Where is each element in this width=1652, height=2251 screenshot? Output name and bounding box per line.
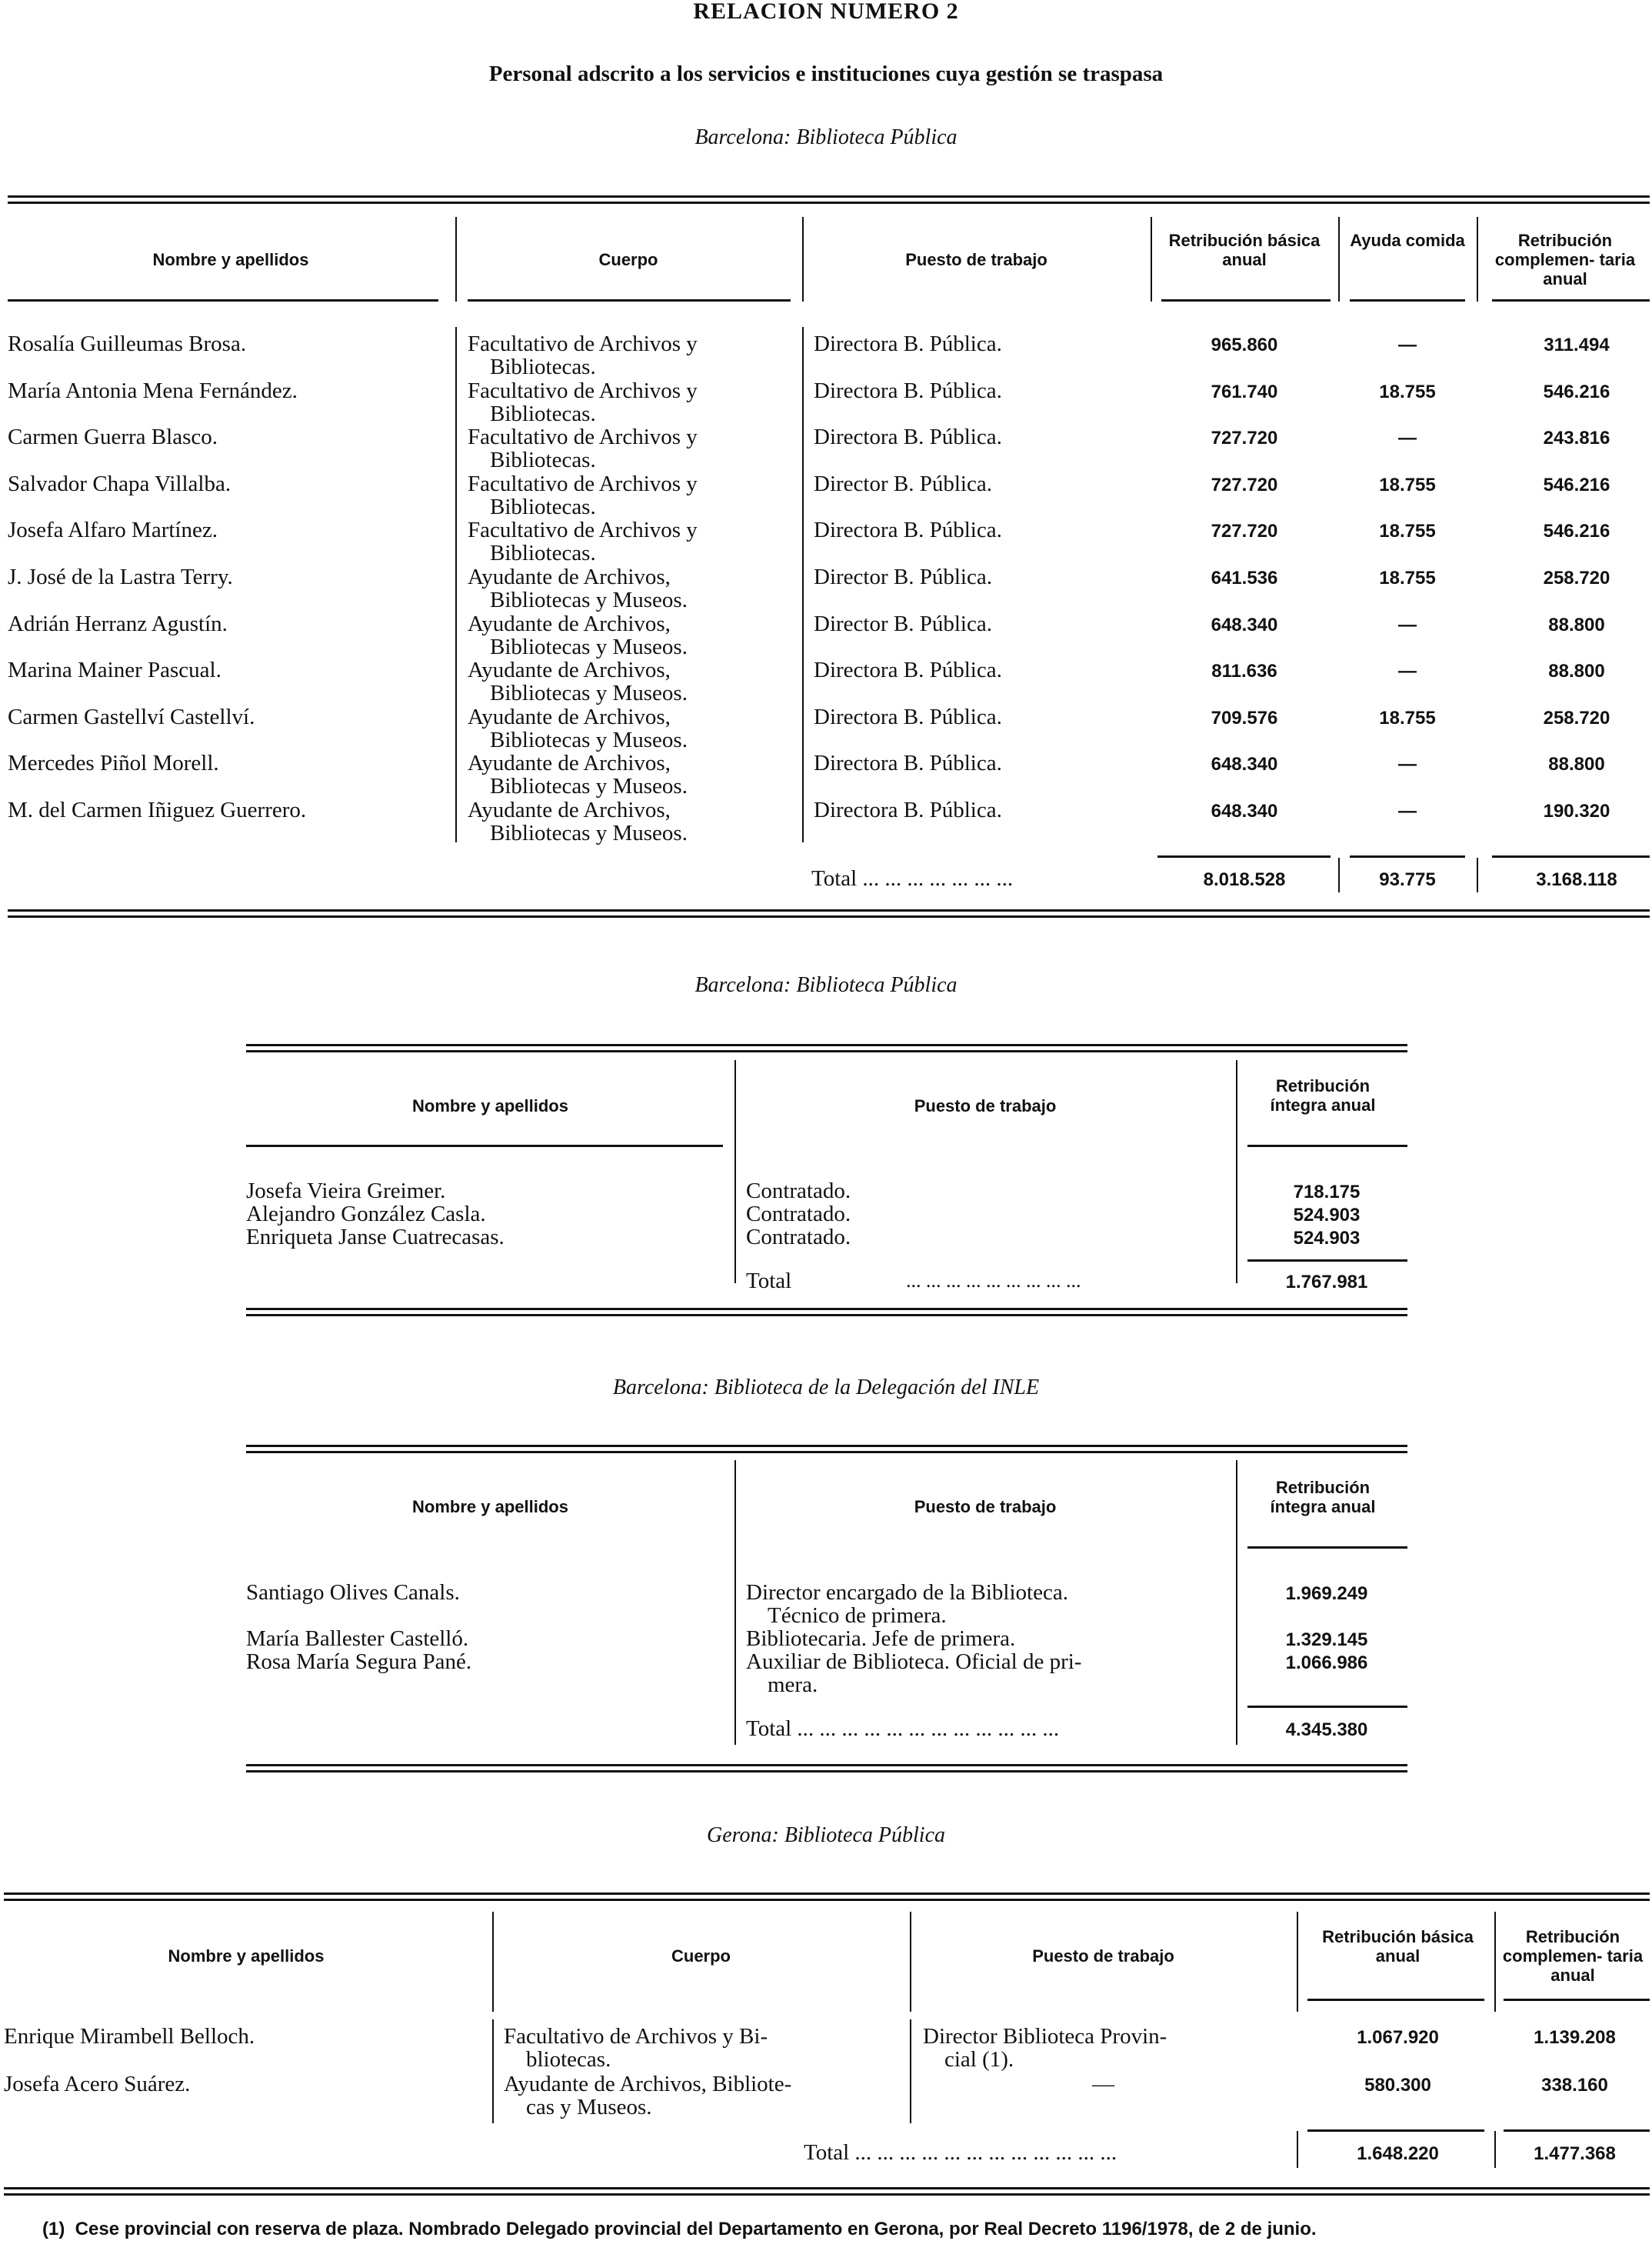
t1-row-comp: 88.800: [1548, 614, 1605, 635]
t1-row-basica: 761.740: [1211, 381, 1278, 402]
t1-row-comp: 243.816: [1543, 428, 1610, 449]
t1-row-puesto: Directora B. Pública.: [814, 704, 1002, 729]
t2-header-nombre: Nombre y apellidos: [412, 1096, 568, 1115]
t2-row-name: Josefa Vieira Greimer.: [246, 1179, 446, 1203]
t1-header-nombre: Nombre y apellidos: [152, 250, 309, 269]
t1-row-basica: 811.636: [1211, 661, 1277, 682]
t1-row-ayuda: —: [1398, 801, 1417, 822]
t1-row-basica: 727.720: [1211, 428, 1278, 449]
t1-row-cuerpo-cont: Bibliotecas.: [490, 448, 596, 473]
relacion-title: RELACION NUMERO 2: [693, 0, 959, 24]
t2-row-puesto: Contratado.: [746, 1179, 851, 1203]
t2-total-label: Total: [746, 1269, 792, 1293]
t4-total-basica: 1.648.220: [1357, 2143, 1439, 2164]
t2-row-ret: 524.903: [1293, 1228, 1361, 1249]
t4-header-basica: Retribución básica anual: [1322, 1927, 1474, 1966]
t3-row-puesto-cont: Técnico de primera.: [768, 1603, 947, 1628]
t1-row-name: Carmen Guerra Blasco.: [8, 425, 218, 450]
t4-row-cuerpo: Ayudante de Archivos, Bibliote-: [504, 2072, 792, 2096]
t4-row-basica: 580.300: [1364, 2075, 1431, 2096]
t1-row-ayuda: —: [1398, 754, 1417, 775]
t1-row-cuerpo-cont: Bibliotecas y Museos.: [490, 588, 688, 612]
t1-total-ayuda: 93.775: [1379, 869, 1436, 890]
t4-row-puesto: Director Biblioteca Provin-: [923, 2024, 1167, 2049]
t4-row-basica: 1.067.920: [1357, 2027, 1439, 2048]
t1-row-name: Marina Mainer Pascual.: [8, 658, 221, 683]
t2-row-puesto: Contratado.: [746, 1225, 851, 1249]
table4-caption: Gerona: Biblioteca Pública: [707, 1823, 945, 1847]
table3-caption: Barcelona: Biblioteca de la Delegación del INLE: [612, 1376, 1040, 1399]
t3-row-puesto: Director encargado de la Biblioteca.: [746, 1580, 1068, 1605]
t1-row-basica: 648.340: [1211, 614, 1278, 635]
t3-row-name: Rosa María Segura Pané.: [246, 1649, 472, 1674]
t1-row-comp: 546.216: [1543, 381, 1610, 402]
t1-row-comp: 258.720: [1543, 568, 1610, 589]
t2-header-puesto: Puesto de trabajo: [914, 1096, 1057, 1115]
table1-caption: Barcelona: Biblioteca Pública: [694, 125, 958, 149]
t1-row-puesto: Directora B. Pública.: [814, 378, 1002, 403]
t1-row-basica: 965.860: [1211, 335, 1278, 355]
t4-header-nombre: Nombre y apellidos: [168, 1946, 325, 1966]
t1-row-cuerpo: Ayudante de Archivos,: [468, 751, 671, 776]
t1-row-puesto: Directora B. Pública.: [814, 425, 1002, 450]
t1-row-ayuda: 18.755: [1379, 521, 1436, 542]
t3-row-puesto: Auxiliar de Biblioteca. Oficial de pri-: [746, 1649, 1082, 1674]
t4-row-comp: 1.139.208: [1534, 2027, 1616, 2048]
t1-total-comp: 3.168.118: [1536, 869, 1617, 890]
t1-row-puesto: Directora B. Pública.: [814, 518, 1002, 543]
t4-header-cuerpo: Cuerpo: [671, 1946, 731, 1966]
t4-row-cuerpo: Facultativo de Archivos y Bi-: [504, 2024, 768, 2049]
t1-row-cuerpo: Facultativo de Archivos y: [468, 332, 698, 356]
t3-row-puesto: Bibliotecaria. Jefe de primera.: [746, 1626, 1016, 1651]
t1-row-cuerpo: Facultativo de Archivos y: [468, 378, 698, 403]
t1-header-ayuda: Ayuda comida: [1350, 231, 1465, 250]
t2-row-name: Alejandro González Casla.: [246, 1202, 486, 1226]
t4-row-puesto-cont: cial (1).: [944, 2047, 1014, 2072]
t1-row-comp: 546.216: [1543, 474, 1610, 495]
t1-row-ayuda: —: [1398, 428, 1417, 449]
t3-row-name: Santiago Olives Canals.: [246, 1580, 460, 1605]
t1-row-name: Salvador Chapa Villalba.: [8, 471, 231, 496]
t1-row-basica: 641.536: [1211, 568, 1278, 589]
t1-row-basica: 709.576: [1211, 707, 1278, 729]
t3-header-puesto: Puesto de trabajo: [914, 1497, 1057, 1516]
t1-header-cuerpo: Cuerpo: [598, 250, 658, 269]
t4-row-cuerpo-cont: cas y Museos.: [526, 2095, 652, 2119]
t3-row-ret: 1.969.249: [1285, 1583, 1368, 1604]
t1-row-basica: 648.340: [1211, 801, 1278, 822]
t3-row-puesto-cont: mera.: [768, 1672, 818, 1697]
t1-row-comp: 258.720: [1543, 707, 1610, 729]
t1-row-cuerpo: Facultativo de Archivos y: [468, 518, 698, 543]
t1-row-comp: 88.800: [1548, 661, 1605, 682]
t1-row-cuerpo: Ayudante de Archivos,: [468, 798, 671, 822]
t1-row-name: J. José de la Lastra Terry.: [8, 565, 233, 589]
t1-row-ayuda: —: [1398, 614, 1417, 635]
t4-total-comp: 1.477.368: [1534, 2143, 1616, 2164]
t1-row-cuerpo-cont: Bibliotecas y Museos.: [490, 774, 688, 799]
t1-row-name: Mercedes Piñol Morell.: [8, 751, 219, 776]
t1-row-comp: 311.494: [1544, 335, 1610, 355]
t1-header-puesto: Puesto de trabajo: [905, 250, 1047, 269]
t2-total: 1.767.981: [1285, 1272, 1368, 1292]
t3-header-ret: Retribución íntegra anual: [1270, 1478, 1376, 1516]
t1-row-name: Rosalía Guilleumas Brosa.: [8, 332, 247, 356]
table2-caption: Barcelona: Biblioteca Pública: [694, 973, 958, 997]
t1-row-ayuda: 18.755: [1379, 381, 1436, 402]
t4-row-name: Josefa Acero Suárez.: [4, 2072, 191, 2096]
t4-total-label: Total ... ... ... ... ... ... ... ... ... ... ... ...: [804, 2140, 1117, 2165]
t1-row-ayuda: 18.755: [1379, 707, 1436, 729]
t1-row-cuerpo: Ayudante de Archivos,: [468, 658, 671, 683]
t4-header-puesto: Puesto de trabajo: [1032, 1946, 1174, 1966]
footnote: (1) Cese provincial con reserva de plaza. Nombrado Delegado provincial del Departamento en Gerona, por Real Decreto 1196/1978, de 2 de junio.: [42, 2219, 1317, 2239]
t4-row-puesto: —: [1092, 2072, 1114, 2096]
t3-row-name: María Ballester Castelló.: [246, 1626, 469, 1651]
t1-header-basica: Retribución básica anual: [1168, 231, 1321, 269]
t3-header-nombre: Nombre y apellidos: [412, 1497, 568, 1516]
t1-row-name: María Antonia Mena Fernández.: [8, 378, 298, 403]
t3-row-ret: 1.329.145: [1285, 1629, 1368, 1650]
t1-row-cuerpo-cont: Bibliotecas y Museos.: [490, 681, 688, 706]
t2-row-puesto: Contratado.: [746, 1202, 851, 1226]
t4-header-comp: Retribución complemen- taria anual: [1502, 1927, 1644, 1985]
t1-row-puesto: Directora B. Pública.: [814, 751, 1002, 776]
t1-row-comp: 546.216: [1543, 521, 1610, 542]
t1-row-ayuda: —: [1398, 335, 1417, 355]
t2-row-ret: 718.175: [1293, 1182, 1361, 1202]
t1-row-cuerpo: Ayudante de Archivos,: [468, 611, 671, 636]
t3-total: 4.345.380: [1285, 1719, 1368, 1740]
t1-row-puesto: Directora B. Pública.: [814, 332, 1002, 356]
t1-row-cuerpo-cont: Bibliotecas.: [490, 494, 596, 519]
t1-row-basica: 727.720: [1211, 474, 1278, 495]
t1-row-comp: 190.320: [1543, 801, 1610, 822]
t2-total-dots: ... ... ... ... ... ... ... ... ...: [906, 1269, 1081, 1292]
t1-row-cuerpo-cont: Bibliotecas y Museos.: [490, 727, 688, 752]
t1-row-cuerpo-cont: Bibliotecas.: [490, 401, 596, 426]
t1-row-puesto: Directora B. Pública.: [814, 798, 1002, 822]
t1-row-name: Adrián Herranz Agustín.: [8, 611, 228, 636]
t1-header-comp: Retribución complemen- taria anual: [1494, 231, 1636, 288]
t1-row-name: Josefa Alfaro Martínez.: [8, 518, 218, 543]
t4-row-comp: 338.160: [1541, 2075, 1608, 2096]
t4-row-name: Enrique Mirambell Belloch.: [4, 2024, 255, 2049]
t3-row-ret: 1.066.986: [1285, 1652, 1368, 1673]
t1-row-cuerpo: Ayudante de Archivos,: [468, 704, 671, 729]
t1-row-basica: 727.720: [1211, 521, 1278, 542]
t1-row-puesto: Director B. Pública.: [814, 565, 992, 589]
t1-row-cuerpo: Facultativo de Archivos y: [468, 425, 698, 450]
t2-header-ret: Retribución íntegra anual: [1270, 1076, 1376, 1115]
t1-total-label: Total ... ... ... ... ... ... ...: [811, 866, 1014, 891]
t1-row-puesto: Directora B. Pública.: [814, 658, 1002, 683]
t1-row-cuerpo-cont: Bibliotecas.: [490, 355, 596, 379]
t2-row-ret: 524.903: [1293, 1205, 1361, 1226]
t4-row-cuerpo-cont: bliotecas.: [526, 2047, 611, 2072]
t3-total-label: Total ... ... ... ... ... ... ... ... ... ... ... ...: [746, 1716, 1060, 1741]
t1-row-puesto: Director B. Pública.: [814, 471, 992, 496]
t1-row-ayuda: —: [1398, 661, 1417, 682]
t1-row-ayuda: 18.755: [1379, 568, 1436, 589]
t1-row-puesto: Director B. Pública.: [814, 611, 992, 636]
t1-row-cuerpo-cont: Bibliotecas y Museos.: [490, 821, 688, 845]
t1-row-cuerpo-cont: Bibliotecas y Museos.: [490, 634, 688, 659]
t2-row-name: Enriqueta Janse Cuatrecasas.: [246, 1225, 505, 1249]
t1-row-name: Carmen Gastellví Castellví.: [8, 704, 255, 729]
document-subtitle: Personal adscrito a los servicios e instituciones cuya gestión se traspasa: [488, 62, 1164, 86]
t1-row-cuerpo: Facultativo de Archivos y: [468, 471, 698, 496]
t1-row-comp: 88.800: [1548, 754, 1605, 775]
t1-row-cuerpo-cont: Bibliotecas.: [490, 541, 596, 566]
t1-total-basica: 8.018.528: [1203, 869, 1286, 890]
t1-row-cuerpo: Ayudante de Archivos,: [468, 565, 671, 589]
t1-row-name: M. del Carmen Iñiguez Guerrero.: [8, 798, 307, 822]
t1-row-basica: 648.340: [1211, 754, 1278, 775]
t1-row-ayuda: 18.755: [1379, 474, 1436, 495]
